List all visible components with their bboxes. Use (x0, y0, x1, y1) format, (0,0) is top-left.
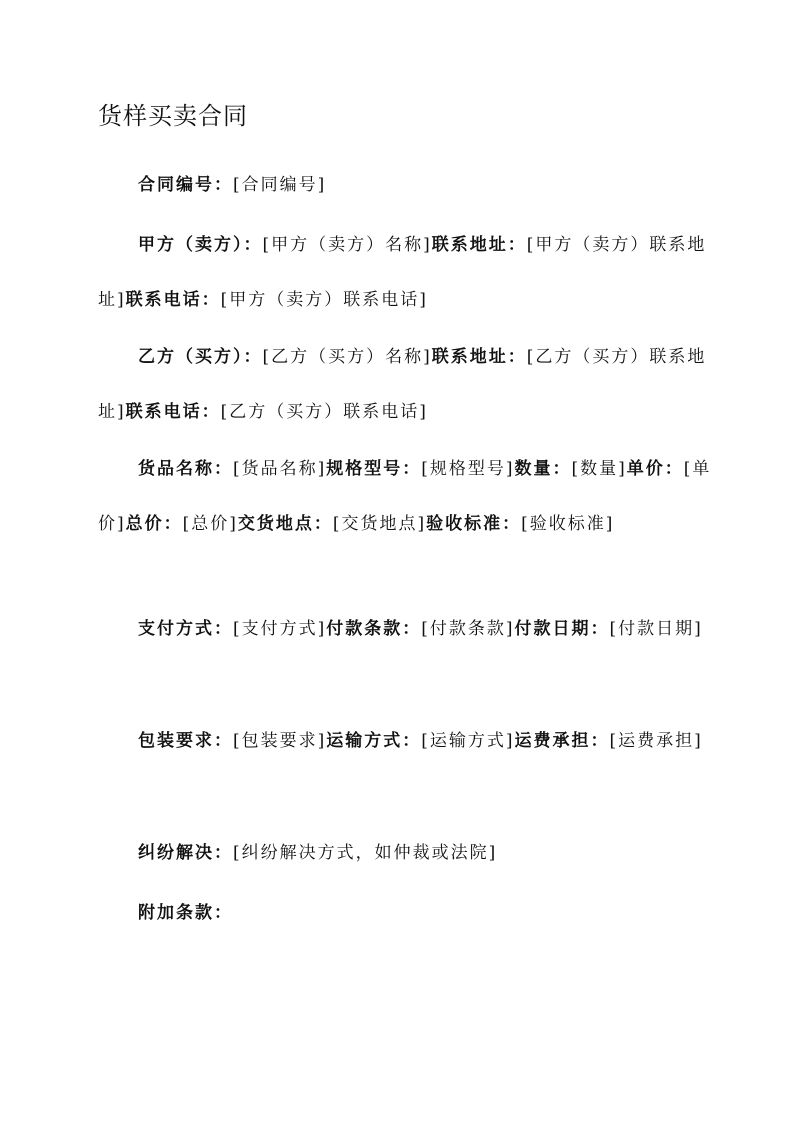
freight-value: [运费承担] (609, 731, 703, 751)
document-title: 货样买卖合同 (98, 102, 248, 130)
party-b-name: [乙方（买方）名称] (262, 347, 432, 367)
goods-section (98, 442, 718, 552)
party-a-name: [甲方（卖方）名称] (262, 235, 432, 255)
contract-number-line (98, 158, 718, 213)
freight-label: 运费承担： (514, 731, 610, 751)
goods-spec: [规格型号] (421, 459, 515, 479)
party-a-section (98, 218, 718, 328)
payment-terms: [付款条款] (421, 619, 515, 639)
contract-number-value: [合同编号] (233, 175, 327, 195)
party-a-address: [甲方（卖方）联系地址] (98, 235, 707, 310)
goods-total: [总价] (182, 514, 238, 534)
contract-number-label: 合同编号： (138, 175, 233, 195)
payment-date: [付款日期] (609, 619, 703, 639)
dispute-label: 纠纷解决： (138, 843, 233, 863)
goods-delivery: [交货地点] (332, 514, 427, 534)
goods-acceptance: [验收标准] (521, 514, 615, 534)
party-b-label: 乙方（买方）： (138, 347, 263, 367)
party-b-phone-label: 联系电话： (125, 402, 221, 422)
party-b-address: [乙方（买方）联系地址] (98, 347, 707, 422)
goods-name: [货品名称] (233, 459, 327, 479)
goods-total-label: 总价： (125, 514, 183, 534)
party-b-phone: [乙方（买方）联系电话] (220, 402, 428, 422)
transport-label: 运输方式： (326, 731, 422, 751)
packaging-section (98, 714, 718, 769)
party-a-label: 甲方（卖方）： (138, 235, 263, 255)
additional-terms-section (98, 886, 718, 941)
party-a-phone-label: 联系电话： (125, 290, 221, 310)
payment-date-label: 付款日期： (514, 619, 610, 639)
goods-qty-label: 数量： (514, 459, 572, 479)
payment-method: [支付方式] (233, 619, 327, 639)
dispute-value: [纠纷解决方式，如仲裁或法院] (233, 843, 498, 863)
party-b-section (98, 330, 718, 440)
packaging-req: [包装要求] (233, 731, 327, 751)
goods-unit-price: [单价] (98, 459, 712, 534)
payment-terms-label: 付款条款： (326, 619, 422, 639)
party-a-address-label: 联系地址： (431, 235, 527, 255)
dispute-section (98, 826, 718, 881)
goods-qty: [数量] (571, 459, 627, 479)
transport-value: [运输方式] (421, 731, 515, 751)
party-b-address-label: 联系地址： (431, 347, 527, 367)
payment-method-label: 支付方式： (138, 619, 233, 639)
goods-spec-label: 规格型号： (326, 459, 422, 479)
packaging-req-label: 包装要求： (138, 731, 233, 751)
goods-unit-price-label: 单价： (626, 459, 684, 479)
goods-acceptance-label: 验收标准： (426, 514, 522, 534)
additional-terms-label: 附加条款： (138, 903, 233, 923)
payment-section (98, 602, 718, 657)
goods-name-label: 货品名称： (138, 459, 233, 479)
goods-delivery-label: 交货地点： (237, 514, 333, 534)
party-a-phone: [甲方（卖方）联系电话] (220, 290, 428, 310)
